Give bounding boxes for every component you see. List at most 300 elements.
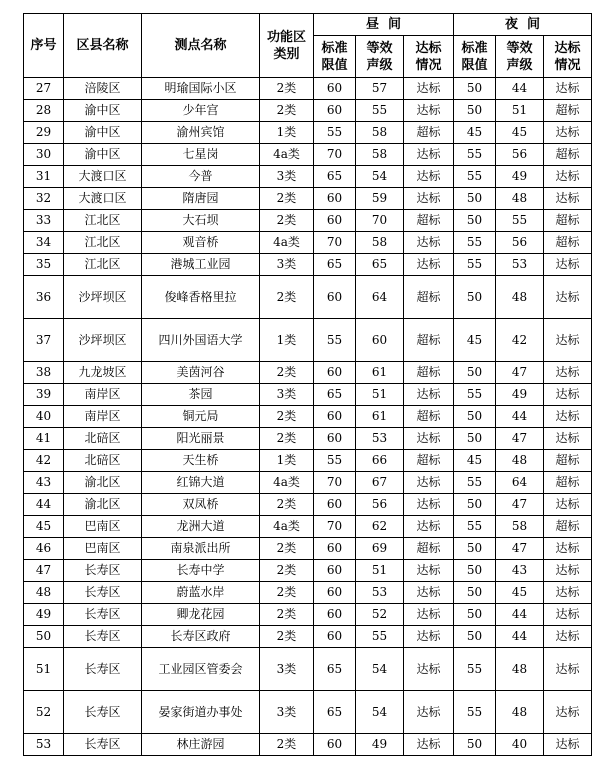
cell-district: 江北区 — [64, 210, 142, 232]
cell-zone: 2类 — [260, 494, 314, 516]
cell-district: 长寿区 — [64, 626, 142, 648]
cell-day-status: 超标 — [404, 406, 454, 428]
cell-night-status: 超标 — [544, 232, 592, 254]
table-row — [24, 691, 592, 734]
header-day: 昼 间 — [314, 14, 454, 36]
cell-day-level: 70 — [356, 210, 404, 232]
cell-night-level: 45 — [496, 122, 544, 144]
cell-zone: 3类 — [260, 384, 314, 406]
table-row — [24, 78, 592, 100]
cell-day-level: 64 — [356, 276, 404, 319]
cell-zone: 1类 — [260, 319, 314, 362]
cell-night-level: 47 — [496, 538, 544, 560]
cell-day-std: 55 — [314, 319, 356, 362]
table-row — [24, 210, 592, 232]
cell-no: 53 — [24, 734, 64, 756]
cell-site: 美茵河谷 — [142, 362, 260, 384]
cell-night-status: 达标 — [544, 582, 592, 604]
table-row — [24, 254, 592, 276]
cell-day-level: 54 — [356, 648, 404, 691]
cell-site: 蔚蓝水岸 — [142, 582, 260, 604]
cell-day-status: 达标 — [404, 144, 454, 166]
cell-zone: 4a类 — [260, 144, 314, 166]
cell-day-std: 60 — [314, 188, 356, 210]
table-row — [24, 232, 592, 254]
cell-district: 大渡口区 — [64, 166, 142, 188]
cell-night-level: 49 — [496, 166, 544, 188]
cell-no: 32 — [24, 188, 64, 210]
header-night-status: 达标情况 — [544, 36, 592, 78]
cell-day-std: 60 — [314, 406, 356, 428]
cell-day-status: 达标 — [404, 494, 454, 516]
cell-night-std: 50 — [454, 276, 496, 319]
cell-district: 大渡口区 — [64, 188, 142, 210]
cell-night-status: 达标 — [544, 691, 592, 734]
cell-night-status: 达标 — [544, 384, 592, 406]
cell-day-level: 53 — [356, 582, 404, 604]
cell-day-status: 超标 — [404, 276, 454, 319]
cell-no: 27 — [24, 78, 64, 100]
cell-day-std: 60 — [314, 560, 356, 582]
cell-site: 今普 — [142, 166, 260, 188]
cell-district: 长寿区 — [64, 734, 142, 756]
noise-monitoring-table-container — [23, 13, 592, 756]
cell-night-level: 48 — [496, 648, 544, 691]
cell-day-status: 达标 — [404, 232, 454, 254]
cell-night-level: 44 — [496, 78, 544, 100]
cell-zone: 3类 — [260, 166, 314, 188]
cell-night-std: 50 — [454, 538, 496, 560]
cell-no: 48 — [24, 582, 64, 604]
cell-day-status: 达标 — [404, 188, 454, 210]
cell-site: 红锦大道 — [142, 472, 260, 494]
cell-night-level: 47 — [496, 428, 544, 450]
cell-zone: 1类 — [260, 450, 314, 472]
cell-day-level: 60 — [356, 319, 404, 362]
table-row — [24, 384, 592, 406]
cell-district: 北碚区 — [64, 450, 142, 472]
cell-no: 34 — [24, 232, 64, 254]
cell-night-std: 55 — [454, 648, 496, 691]
cell-night-status: 达标 — [544, 166, 592, 188]
cell-night-level: 58 — [496, 516, 544, 538]
cell-no: 45 — [24, 516, 64, 538]
cell-district: 沙坪坝区 — [64, 319, 142, 362]
table-row — [24, 450, 592, 472]
cell-day-status: 达标 — [404, 734, 454, 756]
cell-day-status: 达标 — [404, 472, 454, 494]
table-row — [24, 604, 592, 626]
cell-night-status: 达标 — [544, 560, 592, 582]
cell-district: 九龙坡区 — [64, 362, 142, 384]
cell-zone: 2类 — [260, 734, 314, 756]
cell-day-std: 65 — [314, 166, 356, 188]
cell-day-status: 达标 — [404, 560, 454, 582]
cell-night-status: 达标 — [544, 648, 592, 691]
cell-day-level: 54 — [356, 166, 404, 188]
cell-site: 渝州宾馆 — [142, 122, 260, 144]
table-header — [24, 14, 592, 78]
cell-zone: 2类 — [260, 188, 314, 210]
cell-day-status: 达标 — [404, 691, 454, 734]
cell-zone: 3类 — [260, 254, 314, 276]
cell-district: 巴南区 — [64, 516, 142, 538]
cell-day-level: 49 — [356, 734, 404, 756]
cell-zone: 2类 — [260, 406, 314, 428]
cell-no: 43 — [24, 472, 64, 494]
table-row — [24, 472, 592, 494]
cell-no: 49 — [24, 604, 64, 626]
table-row — [24, 648, 592, 691]
cell-night-std: 50 — [454, 604, 496, 626]
cell-day-status: 达标 — [404, 516, 454, 538]
header-no: 序号 — [24, 14, 64, 78]
cell-day-status: 达标 — [404, 582, 454, 604]
cell-site: 大石坝 — [142, 210, 260, 232]
cell-district: 渝北区 — [64, 472, 142, 494]
cell-day-level: 57 — [356, 78, 404, 100]
cell-night-std: 55 — [454, 254, 496, 276]
cell-night-status: 达标 — [544, 734, 592, 756]
header-day-level: 等效声级 — [356, 36, 404, 78]
table-row — [24, 582, 592, 604]
cell-night-std: 55 — [454, 166, 496, 188]
cell-night-level: 48 — [496, 691, 544, 734]
cell-day-std: 60 — [314, 604, 356, 626]
cell-no: 29 — [24, 122, 64, 144]
cell-night-std: 45 — [454, 319, 496, 362]
cell-site: 观音桥 — [142, 232, 260, 254]
cell-no: 41 — [24, 428, 64, 450]
cell-night-level: 53 — [496, 254, 544, 276]
cell-site: 工业园区管委会 — [142, 648, 260, 691]
cell-night-std: 55 — [454, 472, 496, 494]
cell-district: 长寿区 — [64, 691, 142, 734]
noise-monitoring-table — [23, 13, 592, 756]
cell-day-std: 60 — [314, 428, 356, 450]
cell-day-status: 达标 — [404, 78, 454, 100]
cell-day-std: 60 — [314, 582, 356, 604]
table-row — [24, 144, 592, 166]
cell-day-status: 超标 — [404, 362, 454, 384]
cell-site: 港城工业园 — [142, 254, 260, 276]
table-row — [24, 122, 592, 144]
cell-site: 俊峰香格里拉 — [142, 276, 260, 319]
cell-night-status: 超标 — [544, 210, 592, 232]
table-row — [24, 428, 592, 450]
table-row — [24, 276, 592, 319]
cell-night-level: 40 — [496, 734, 544, 756]
cell-no: 50 — [24, 626, 64, 648]
cell-no: 42 — [24, 450, 64, 472]
cell-day-status: 超标 — [404, 538, 454, 560]
cell-day-std: 65 — [314, 648, 356, 691]
cell-no: 52 — [24, 691, 64, 734]
cell-district: 巴南区 — [64, 538, 142, 560]
cell-night-status: 超标 — [544, 144, 592, 166]
cell-night-level: 48 — [496, 188, 544, 210]
header-night: 夜 间 — [454, 14, 592, 36]
cell-site: 龙洲大道 — [142, 516, 260, 538]
cell-night-status: 超标 — [544, 100, 592, 122]
cell-day-level: 52 — [356, 604, 404, 626]
cell-day-status: 达标 — [404, 254, 454, 276]
cell-zone: 2类 — [260, 100, 314, 122]
cell-night-status: 超标 — [544, 472, 592, 494]
cell-district: 长寿区 — [64, 648, 142, 691]
cell-zone: 2类 — [260, 78, 314, 100]
header-day-std: 标准限值 — [314, 36, 356, 78]
cell-day-level: 58 — [356, 232, 404, 254]
cell-zone: 2类 — [260, 210, 314, 232]
cell-site: 茶园 — [142, 384, 260, 406]
cell-night-level: 43 — [496, 560, 544, 582]
cell-day-status: 达标 — [404, 384, 454, 406]
cell-zone: 2类 — [260, 604, 314, 626]
cell-night-level: 42 — [496, 319, 544, 362]
cell-day-level: 67 — [356, 472, 404, 494]
cell-night-std: 50 — [454, 362, 496, 384]
cell-site: 少年宫 — [142, 100, 260, 122]
cell-night-status: 达标 — [544, 122, 592, 144]
table-row — [24, 319, 592, 362]
cell-day-level: 54 — [356, 691, 404, 734]
cell-night-std: 55 — [454, 691, 496, 734]
cell-district: 渝北区 — [64, 494, 142, 516]
cell-night-status: 达标 — [544, 604, 592, 626]
cell-zone: 3类 — [260, 648, 314, 691]
cell-day-std: 70 — [314, 516, 356, 538]
cell-zone: 4a类 — [260, 472, 314, 494]
cell-day-std: 65 — [314, 384, 356, 406]
cell-day-level: 61 — [356, 406, 404, 428]
cell-night-std: 55 — [454, 384, 496, 406]
cell-day-level: 66 — [356, 450, 404, 472]
cell-day-std: 65 — [314, 691, 356, 734]
cell-site: 林庄游园 — [142, 734, 260, 756]
cell-day-status: 超标 — [404, 319, 454, 362]
cell-night-level: 48 — [496, 450, 544, 472]
cell-day-status: 达标 — [404, 604, 454, 626]
cell-day-std: 60 — [314, 362, 356, 384]
cell-night-status: 达标 — [544, 78, 592, 100]
table-row — [24, 626, 592, 648]
cell-night-level: 49 — [496, 384, 544, 406]
cell-no: 40 — [24, 406, 64, 428]
cell-site: 长寿中学 — [142, 560, 260, 582]
cell-night-std: 50 — [454, 560, 496, 582]
cell-no: 44 — [24, 494, 64, 516]
cell-site: 卿龙花园 — [142, 604, 260, 626]
cell-day-level: 56 — [356, 494, 404, 516]
cell-district: 渝中区 — [64, 144, 142, 166]
cell-district: 渝中区 — [64, 100, 142, 122]
cell-site: 双凤桥 — [142, 494, 260, 516]
cell-night-level: 48 — [496, 276, 544, 319]
cell-day-status: 达标 — [404, 626, 454, 648]
cell-site: 明瑜国际小区 — [142, 78, 260, 100]
cell-night-std: 50 — [454, 100, 496, 122]
cell-no: 35 — [24, 254, 64, 276]
cell-day-std: 60 — [314, 78, 356, 100]
cell-site: 四川外国语大学 — [142, 319, 260, 362]
cell-no: 37 — [24, 319, 64, 362]
cell-day-level: 51 — [356, 384, 404, 406]
table-row — [24, 188, 592, 210]
cell-day-std: 70 — [314, 232, 356, 254]
cell-night-level: 44 — [496, 406, 544, 428]
cell-night-level: 55 — [496, 210, 544, 232]
cell-night-std: 50 — [454, 428, 496, 450]
cell-zone: 2类 — [260, 626, 314, 648]
cell-day-std: 70 — [314, 144, 356, 166]
cell-night-status: 达标 — [544, 428, 592, 450]
cell-no: 33 — [24, 210, 64, 232]
cell-district: 长寿区 — [64, 604, 142, 626]
cell-night-level: 44 — [496, 604, 544, 626]
cell-day-std: 60 — [314, 538, 356, 560]
cell-no: 30 — [24, 144, 64, 166]
cell-district: 长寿区 — [64, 560, 142, 582]
cell-day-std: 60 — [314, 626, 356, 648]
cell-day-std: 60 — [314, 276, 356, 319]
cell-district: 江北区 — [64, 232, 142, 254]
cell-night-status: 达标 — [544, 319, 592, 362]
cell-district: 江北区 — [64, 254, 142, 276]
cell-site: 长寿区政府 — [142, 626, 260, 648]
cell-no: 28 — [24, 100, 64, 122]
table-row — [24, 734, 592, 756]
cell-day-level: 55 — [356, 100, 404, 122]
cell-night-level: 56 — [496, 144, 544, 166]
cell-night-status: 达标 — [544, 494, 592, 516]
cell-day-level: 62 — [356, 516, 404, 538]
cell-night-level: 47 — [496, 494, 544, 516]
cell-day-status: 达标 — [404, 166, 454, 188]
cell-night-status: 达标 — [544, 254, 592, 276]
table-row — [24, 100, 592, 122]
cell-day-std: 55 — [314, 450, 356, 472]
cell-day-level: 61 — [356, 362, 404, 384]
cell-day-std: 65 — [314, 254, 356, 276]
cell-zone: 2类 — [260, 276, 314, 319]
cell-day-level: 51 — [356, 560, 404, 582]
cell-district: 南岸区 — [64, 384, 142, 406]
header-night-std: 标准限值 — [454, 36, 496, 78]
cell-day-std: 70 — [314, 472, 356, 494]
cell-night-status: 超标 — [544, 450, 592, 472]
cell-night-level: 56 — [496, 232, 544, 254]
cell-zone: 2类 — [260, 362, 314, 384]
cell-zone: 1类 — [260, 122, 314, 144]
cell-night-std: 55 — [454, 144, 496, 166]
cell-day-std: 60 — [314, 100, 356, 122]
cell-site: 阳光丽景 — [142, 428, 260, 450]
cell-night-level: 64 — [496, 472, 544, 494]
cell-day-std: 55 — [314, 122, 356, 144]
cell-district: 涪陵区 — [64, 78, 142, 100]
cell-no: 47 — [24, 560, 64, 582]
cell-day-std: 60 — [314, 210, 356, 232]
cell-day-level: 59 — [356, 188, 404, 210]
table-row — [24, 516, 592, 538]
table-row — [24, 560, 592, 582]
cell-zone: 2类 — [260, 428, 314, 450]
cell-night-status: 达标 — [544, 362, 592, 384]
cell-night-std: 50 — [454, 210, 496, 232]
cell-night-std: 45 — [454, 450, 496, 472]
table-row — [24, 538, 592, 560]
cell-day-level: 53 — [356, 428, 404, 450]
cell-night-std: 50 — [454, 582, 496, 604]
cell-no: 31 — [24, 166, 64, 188]
cell-night-std: 55 — [454, 232, 496, 254]
cell-night-status: 达标 — [544, 188, 592, 210]
cell-day-level: 55 — [356, 626, 404, 648]
cell-night-level: 51 — [496, 100, 544, 122]
cell-site: 天生桥 — [142, 450, 260, 472]
table-body — [24, 78, 592, 756]
cell-night-std: 50 — [454, 188, 496, 210]
cell-site: 七星岗 — [142, 144, 260, 166]
cell-zone: 2类 — [260, 560, 314, 582]
cell-night-std: 50 — [454, 406, 496, 428]
cell-night-status: 达标 — [544, 406, 592, 428]
cell-zone: 2类 — [260, 538, 314, 560]
cell-day-std: 60 — [314, 734, 356, 756]
cell-night-status: 达标 — [544, 276, 592, 319]
cell-night-status: 达标 — [544, 538, 592, 560]
cell-day-level: 65 — [356, 254, 404, 276]
cell-night-level: 47 — [496, 362, 544, 384]
header-day-status: 达标情况 — [404, 36, 454, 78]
cell-day-status: 达标 — [404, 428, 454, 450]
cell-zone: 2类 — [260, 582, 314, 604]
cell-day-std: 60 — [314, 494, 356, 516]
cell-night-std: 50 — [454, 494, 496, 516]
cell-day-status: 超标 — [404, 122, 454, 144]
cell-night-std: 50 — [454, 78, 496, 100]
cell-zone: 4a类 — [260, 232, 314, 254]
header-site: 测点名称 — [142, 14, 260, 78]
header-zone: 功能区类别 — [260, 14, 314, 78]
cell-night-status: 超标 — [544, 516, 592, 538]
cell-district: 北碚区 — [64, 428, 142, 450]
cell-night-std: 50 — [454, 734, 496, 756]
cell-day-status: 超标 — [404, 210, 454, 232]
cell-district: 长寿区 — [64, 582, 142, 604]
cell-day-status: 达标 — [404, 648, 454, 691]
cell-no: 39 — [24, 384, 64, 406]
cell-night-level: 44 — [496, 626, 544, 648]
header-district: 区县名称 — [64, 14, 142, 78]
cell-district: 沙坪坝区 — [64, 276, 142, 319]
cell-night-level: 45 — [496, 582, 544, 604]
table-row — [24, 494, 592, 516]
table-row — [24, 406, 592, 428]
cell-night-std: 55 — [454, 516, 496, 538]
cell-day-status: 超标 — [404, 450, 454, 472]
cell-no: 46 — [24, 538, 64, 560]
table-row — [24, 166, 592, 188]
cell-district: 渝中区 — [64, 122, 142, 144]
cell-day-level: 69 — [356, 538, 404, 560]
cell-site: 隋唐园 — [142, 188, 260, 210]
cell-site: 晏家街道办事处 — [142, 691, 260, 734]
cell-site: 铜元局 — [142, 406, 260, 428]
table-row — [24, 362, 592, 384]
cell-district: 南岸区 — [64, 406, 142, 428]
